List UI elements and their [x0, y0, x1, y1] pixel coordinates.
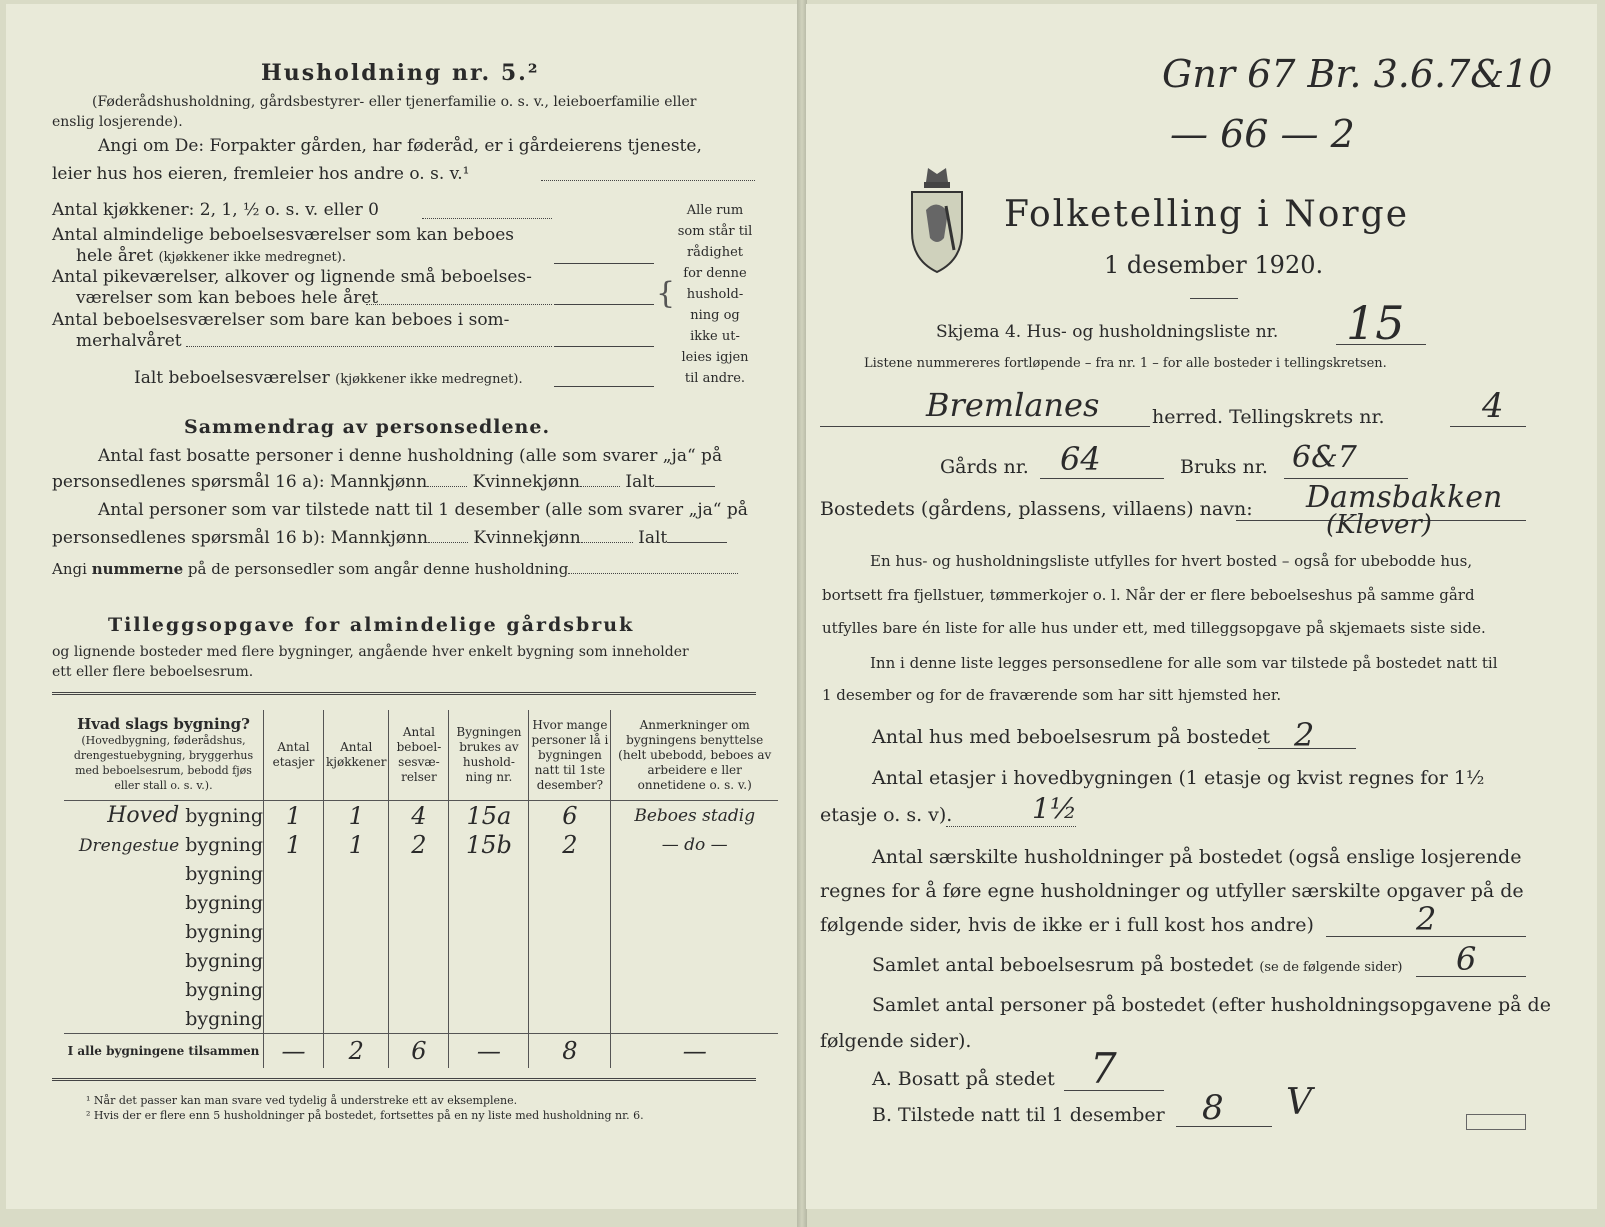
row-remarks: Beboes stadig — [611, 801, 778, 831]
numbers-pre: Angi — [52, 560, 87, 578]
krets-fill — [1450, 426, 1526, 427]
row-name: Drengestue — [78, 835, 180, 856]
table-row — [64, 801, 778, 831]
bosatt-value: 7 — [1090, 1044, 1117, 1093]
herred-value: Bremlanes — [926, 386, 1100, 424]
persons-line-1: Samlet antal personer på bostedet (efter husholdningsopgavene på de — [872, 994, 1551, 1016]
angi-line-2: leier hus hos eieren, fremleier hos andre o. s. v.¹ — [52, 164, 470, 184]
footnote-1: ¹ Når det passer kan man svare ved tydelig å understreke ett av eksemplene. — [86, 1094, 518, 1107]
hdr-rooms: Antal beboel-sesvæ-relser — [389, 710, 449, 801]
rooms-3-fill — [554, 346, 654, 347]
row-floors: 1 — [264, 830, 324, 859]
row-word: bygning — [185, 862, 263, 885]
bruks-fill — [1284, 478, 1408, 479]
row-remarks: — do — — [611, 830, 778, 859]
corner-note-2: — 66 — 2 — [1170, 112, 1355, 156]
tilstede-fill — [1176, 1126, 1272, 1127]
total-used-by: — — [449, 1034, 529, 1069]
hdr-kind-sub: (Hovedbygning, føderådshus, drengestuebygning, bryggerhus med beboelsesrum, bebodd fjøs eller stall o. s. v.). — [73, 734, 254, 792]
bosatt-label: A. Bosatt på stedet — [872, 1068, 1055, 1090]
hdr-remarks: Anmerkninger om bygningens benyttelse (helt ubebodd, beboes av arbeidere e ller onnetidene o. s. v.) — [611, 710, 778, 801]
floors-line-1: Antal etasjer i hovedbygningen (1 etasje og kvist regnes for 1½ — [872, 767, 1485, 789]
hdr-kitchens: Antal kjøkkener — [324, 710, 389, 801]
instruction-3: utfylles bare én liste for alle hus under ett, med tilleggsopgave på skjemaets siste side. — [822, 619, 1486, 637]
instruction-4: Inn i denne liste legges personsedlene for alle som var tilstede på bostedet natt til — [870, 654, 1498, 672]
tilstede-label: B. Tilstede natt til 1 desember — [872, 1104, 1165, 1126]
total-persons: 8 — [529, 1034, 611, 1069]
right-page — [806, 4, 1597, 1209]
row-word: bygning — [185, 920, 263, 943]
hh-line-1: Antal særskilte husholdninger på bostedet (også enslige losjerende — [872, 846, 1522, 868]
summary-2b: personsedlenes spørsmål 16 b): Mannkjønn — [52, 528, 428, 548]
hdr-persons: Hvor mange personer lå i bygningen natt til 1ste desember? — [529, 710, 611, 801]
summary-1-total: Ialt — [625, 472, 655, 492]
printer-stamp — [1466, 1114, 1526, 1130]
gards-value: 64 — [1060, 440, 1101, 478]
houses-label: Antal hus med beboelsesrum på bostedet — [872, 726, 1271, 748]
rooms-3-dots — [186, 346, 552, 347]
rooms-2b: værelser som kan beboes hele året — [76, 288, 379, 308]
row-word: bygning — [185, 949, 263, 972]
coat-of-arms-icon — [906, 162, 968, 274]
household-title: Husholdning nr. 5.² — [261, 60, 540, 86]
total-label: I alle bygningene tilsammen — [64, 1034, 264, 1069]
hdr-floors: Antal etasjer — [264, 710, 324, 801]
summary-1-female: Kvinnekjønn — [472, 472, 580, 492]
tilstede-value: 8 — [1202, 1088, 1224, 1128]
instruction-5: 1 desember og for de fraværende som har sitt hjemsted her. — [822, 686, 1282, 704]
building-table — [64, 710, 778, 1068]
supp-rule — [52, 692, 756, 695]
numbers-bold: nummerne — [91, 560, 184, 578]
schema-label: Skjema 4. Hus- og husholdningsliste nr. — [936, 322, 1279, 342]
row-persons: 2 — [529, 830, 611, 859]
title-rule — [1190, 298, 1238, 299]
rooms-1-fill — [554, 263, 654, 264]
table-bottom-rule — [52, 1078, 756, 1081]
total-rooms: 6 — [389, 1034, 449, 1069]
floors-fill — [946, 826, 1076, 827]
rooms-2-fill — [554, 304, 654, 305]
rooms-3a: Antal beboelsesværelser som bare kan beboes i som- — [52, 310, 510, 330]
gards-label: Gårds nr. — [940, 456, 1029, 478]
krets-value: 4 — [1482, 386, 1504, 426]
row-word: bygning — [185, 1007, 263, 1030]
row-kitchens: 1 — [324, 801, 389, 831]
check-mark: V — [1286, 1082, 1312, 1123]
hh-line-3: følgende sider, hvis de ikke er i full kost hos andre) — [820, 914, 1314, 936]
household-note-2: enslig losjerende). — [52, 114, 183, 130]
bosted-value: Damsbakken — [1306, 480, 1503, 515]
angi-line-1: Angi om De: Forpakter gården, har føderåd, er i gårdeierens tjeneste, — [98, 136, 702, 156]
rooms-total-note: (kjøkkener ikke medregnet). — [335, 372, 523, 387]
rooms-3b: merhalvåret — [76, 331, 182, 351]
corner-note-1: Gnr 67 Br. 3.6.7&10 — [1162, 52, 1553, 96]
kitchens-dots — [422, 218, 552, 219]
row-rooms: 4 — [389, 801, 449, 831]
supp-1: og lignende bosteder med flere bygninger, angående hver enkelt bygning som inneholder — [52, 644, 689, 660]
footnote-2: ² Hvis der er flere enn 5 husholdninger på bostedet, fortsettes på en ny liste med husholdning nr. 6. — [86, 1109, 644, 1122]
brace-note: Alle rum som står til rådighet for denne hushold- ning og ikke ut- leies igjen til andre. — [677, 203, 753, 386]
row-rooms: 2 — [389, 830, 449, 859]
row-word: bygning — [185, 805, 263, 827]
table-row — [64, 946, 778, 975]
summary-title: Sammendrag av personsedlene. — [184, 416, 551, 438]
rooms-total: Ialt beboelsesværelser — [134, 368, 330, 388]
row-floors: 1 — [264, 801, 324, 831]
floors-line-2: etasje o. s. v). — [820, 804, 953, 826]
row-used-by: 15b — [449, 830, 529, 859]
schema-number: 15 — [1346, 296, 1405, 350]
numbering-note: Listene nummereres fortløpende – fra nr. 1 – for alle bosteder i tellingskretsen. — [864, 356, 1387, 371]
rooms-label: Samlet antal beboelsesrum på bostedet — [872, 954, 1254, 976]
supp-title: Tilleggsopgave for almindelige gårdsbruk — [108, 614, 635, 636]
rooms-1b-note: (kjøkkener ikke medregnet). — [158, 250, 346, 265]
summary-2a: Antal personer som var tilstede natt til 1 desember (alle som svarer „ja“ på — [98, 500, 748, 520]
building-table-header — [64, 710, 778, 801]
herred-label: herred. Tellingskrets nr. — [1152, 406, 1385, 428]
table-row — [64, 888, 778, 917]
table-total-row — [64, 1034, 778, 1069]
floors-value: 1½ — [1032, 792, 1077, 825]
rooms-1b: hele året — [76, 246, 154, 266]
row-persons: 6 — [529, 801, 611, 831]
table-row — [64, 975, 778, 1004]
bosted-label: Bostedets (gårdens, plassens, villaens) navn: — [820, 498, 1253, 520]
rooms-note: (se de følgende sider) — [1259, 960, 1403, 975]
numbers-post: på de personsedler som angår denne husholdning — [187, 560, 569, 578]
rooms-2a: Antal pikeværelser, alkover og lignende små beboelses- — [52, 267, 532, 287]
hh-value: 2 — [1416, 900, 1437, 938]
row-word: bygning — [185, 891, 263, 914]
total-floors: — — [264, 1034, 324, 1069]
total-kitchens: 2 — [324, 1034, 389, 1069]
summary-1b: personsedlenes spørsmål 16 a): Mannkjønn — [52, 472, 428, 492]
form-date: 1 desember 1920. — [1104, 251, 1324, 279]
table-row — [64, 830, 778, 859]
row-word: bygning — [185, 833, 263, 856]
hdr-kind-title: Hvad slags bygning? — [77, 715, 250, 733]
gards-fill — [1040, 478, 1164, 479]
angi-fill-line — [541, 180, 755, 181]
persons-line-2: følgende sider). — [820, 1030, 972, 1052]
rooms-value: 6 — [1456, 940, 1477, 978]
left-page — [6, 4, 798, 1209]
bosted-value-2: (Klever) — [1326, 510, 1432, 540]
total-remarks: — — [611, 1034, 778, 1069]
supp-2: ett eller flere beboelsesrum. — [52, 664, 254, 680]
summary-2-total: Ialt — [638, 528, 668, 548]
instruction-1: En hus- og husholdningsliste utfylles for hvert bosted – også for ubebodde hus, — [870, 552, 1473, 570]
household-note-1: (Føderådshusholdning, gårdsbestyrer- eller tjenerfamilie o. s. v., leieboerfamilie eller — [92, 94, 697, 110]
table-row — [64, 859, 778, 888]
row-used-by: 15a — [449, 801, 529, 831]
kitchens-label: Antal kjøkkener: 2, 1, ½ o. s. v. eller 0 — [52, 200, 379, 220]
rooms-1a: Antal almindelige beboelsesværelser som kan beboes — [52, 225, 514, 245]
rooms-total-fill — [554, 386, 654, 387]
brace: { — [656, 276, 676, 311]
table-row — [64, 917, 778, 946]
rooms-2-dots — [366, 304, 552, 305]
houses-value: 2 — [1294, 716, 1315, 754]
row-name: Hoved — [107, 803, 180, 828]
hh-line-2: regnes for å føre egne husholdninger og utfyller særskilte opgaver på de — [820, 880, 1524, 902]
bruks-value: 6&7 — [1292, 440, 1357, 475]
table-row — [64, 1004, 778, 1034]
summary-1a: Antal fast bosatte personer i denne husholdning (alle som svarer „ja“ på — [98, 446, 723, 466]
instruction-2: bortsett fra fjellstuer, tømmerkojer o. l. Når der er flere beboelseshus på samme gård — [822, 586, 1475, 604]
bruks-label: Bruks nr. — [1180, 456, 1268, 478]
form-title: Folketelling i Norge — [1004, 194, 1409, 235]
herred-fill — [820, 426, 1150, 427]
hdr-used-by: Bygningen brukes av hushold-ning nr. — [449, 710, 529, 801]
row-kitchens: 1 — [324, 830, 389, 859]
row-word: bygning — [185, 978, 263, 1001]
summary-2-female: Kvinnekjønn — [473, 528, 581, 548]
